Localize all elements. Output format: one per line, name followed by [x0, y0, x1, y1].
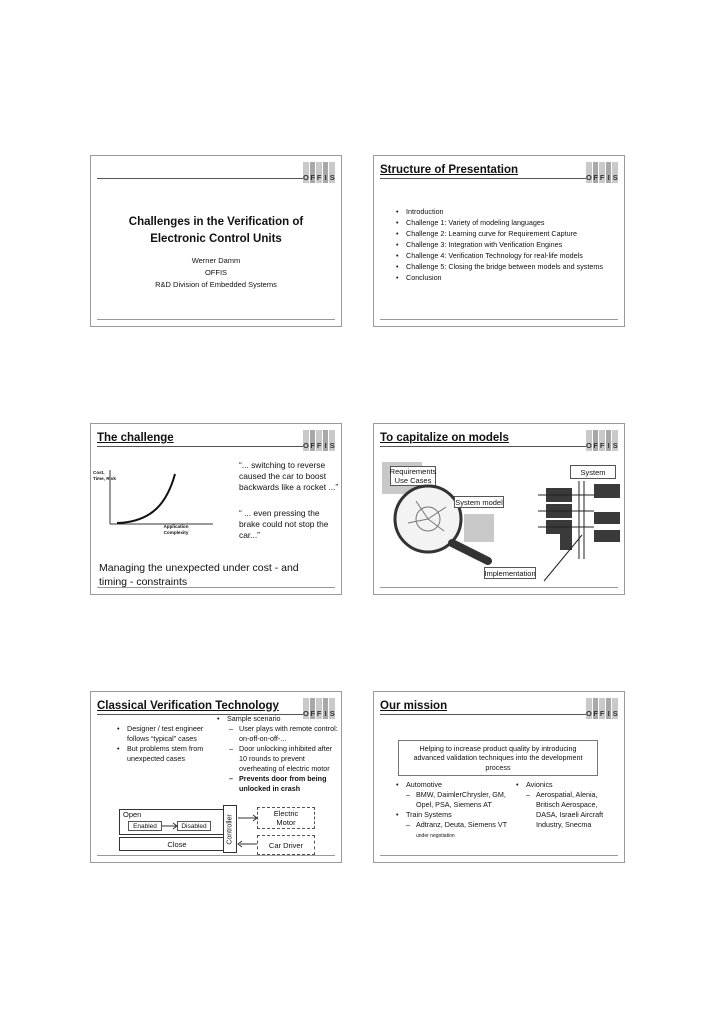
- footer-rule: [97, 319, 335, 320]
- enabled-state: Enabled: [128, 821, 162, 831]
- cost-curve: [117, 474, 175, 523]
- organization: OFFIS: [204, 268, 228, 277]
- sub-item: – BMW, DaimlerChrysler, GM, Opel, PSA, Siemens AT: [406, 790, 514, 810]
- slide-challenge: [90, 423, 342, 595]
- controller-block: Controller: [223, 805, 237, 853]
- sub-item: – Door unlocking inhibited after 10 rounds to prevent overheating of electric motor: [229, 744, 341, 774]
- arrow-icon: [161, 822, 179, 830]
- offis-logo: O F F I S: [303, 162, 335, 183]
- quote-brake: “ ... even pressing the brake could not stop the car...”: [239, 508, 329, 540]
- automotive-list: [396, 780, 514, 841]
- requirements-box: Requirements Use Cases: [389, 467, 437, 485]
- left-bullets: [117, 724, 209, 764]
- list-item: • Avionics – Aerospatial, Alenia, Britisch Aerospace, DASA, Israeli Aircraft Industry, Snecma: [516, 780, 618, 830]
- mission-statement: Helping to increase product quality by introducing advanced validation techniques into the development process: [398, 740, 598, 776]
- list-item: • Sample scenario – User plays with remote control: on-off-on-off-... – Door unlocking inhibited after 10 rounds to prevent overheating of electric motor – Prevents door from being unlocked in crash: [217, 714, 341, 794]
- disabled-state: Disabled: [177, 821, 211, 831]
- list-item: • Automotive – BMW, DaimlerChrysler, GM, Opel, PSA, Siemens AT: [396, 780, 514, 810]
- list-item: • Challenge 2: Learning curve for Requirement Capture: [396, 228, 614, 239]
- system-model-box: System model: [455, 497, 503, 507]
- list-item: • Train Systems – Adtranz, Deuta, Siemens VT under negotiation: [396, 810, 514, 841]
- slide-heading: Our mission: [380, 700, 448, 712]
- division: R&D Division of Embedded Systems: [155, 280, 277, 289]
- slide-heading: Structure of Presentation: [380, 164, 519, 176]
- offis-logo: O F F I S: [586, 698, 618, 719]
- system-diagram-lines: [524, 479, 624, 589]
- quote-reverse: “... switching to reverse caused the car to boost backwards like a rocket ...”: [239, 460, 339, 492]
- sub-item: – Prevents door from being unlocked in crash: [229, 774, 341, 794]
- slide-title: [90, 155, 342, 327]
- y-axis-label: Cost, Time, Risk: [93, 470, 116, 481]
- car-driver-box: Car Driver: [257, 835, 315, 855]
- slide-capitalize: [373, 423, 625, 595]
- sub-item: – Aerospatial, Alenia, Britisch Aerospace, DASA, Israeli Aircraft Industry, Snecma: [526, 790, 618, 830]
- x-axis-label: Application Complexity: [163, 524, 189, 535]
- header-rule: [380, 714, 586, 715]
- connection-arrows: [237, 810, 259, 850]
- sub-item: – Adtranz, Deuta, Siemens VT under negotiation: [406, 820, 514, 841]
- agenda-list: [396, 206, 614, 283]
- offis-logo: O F F I S: [303, 430, 335, 451]
- list-item: • Challenge 4: Verification Technology for real-life models: [396, 250, 614, 261]
- list-item: • Conclusion: [396, 272, 614, 283]
- implementation-box: Implementation: [484, 568, 536, 578]
- list-item: • Challenge 5: Closing the bridge between models and systems: [396, 261, 614, 272]
- sub-item: – User plays with remote control: on-off-on-off-...: [229, 724, 341, 744]
- footer-rule: [380, 855, 618, 856]
- footer-rule: [380, 587, 618, 588]
- cost-curve-graph: [107, 468, 217, 528]
- header-rule: [97, 446, 303, 447]
- list-item: • Challenge 1: Variety of modeling languages: [396, 217, 614, 228]
- header-rule: [97, 178, 303, 179]
- slide-structure: [373, 155, 625, 327]
- header-rule: [380, 446, 586, 447]
- slide-classical-verification: [90, 691, 342, 863]
- footer-rule: [97, 587, 335, 588]
- slide-heading: To capitalize on models: [380, 432, 509, 444]
- offis-logo: O F F I S: [586, 430, 618, 451]
- offis-logo: O F F I S: [303, 698, 335, 719]
- list-item: • Designer / test engineer follows “typical” cases: [117, 724, 209, 744]
- electric-motor-box: Electric Motor: [257, 807, 315, 829]
- magnifying-glass-icon: [388, 479, 508, 569]
- open-state: Open: [123, 810, 142, 819]
- footer-rule: [97, 855, 335, 856]
- author: Werner Damm: [191, 256, 241, 265]
- list-item: • Challenge 3: Integration with Verification Engines: [396, 239, 614, 250]
- slide-heading: The challenge: [97, 432, 174, 444]
- close-state: Close: [119, 837, 235, 851]
- scenario-bullets: [217, 714, 341, 794]
- list-item: • Introduction: [396, 206, 614, 217]
- slide-heading: Classical Verification Technology: [97, 700, 279, 712]
- offis-logo: O F F I S: [586, 162, 618, 183]
- list-item: • But problems stem from unexpected cases: [117, 744, 209, 764]
- header-rule: [380, 178, 586, 179]
- avionics-list: [516, 780, 618, 830]
- system-box: System: [570, 465, 616, 479]
- bottom-statement: Managing the unexpected under cost - and timing - constraints: [99, 562, 299, 588]
- slide-mission: [373, 691, 625, 863]
- footer-rule: [380, 319, 618, 320]
- presentation-title: Challenges in the Verification of Electronic Control Units: [128, 216, 304, 245]
